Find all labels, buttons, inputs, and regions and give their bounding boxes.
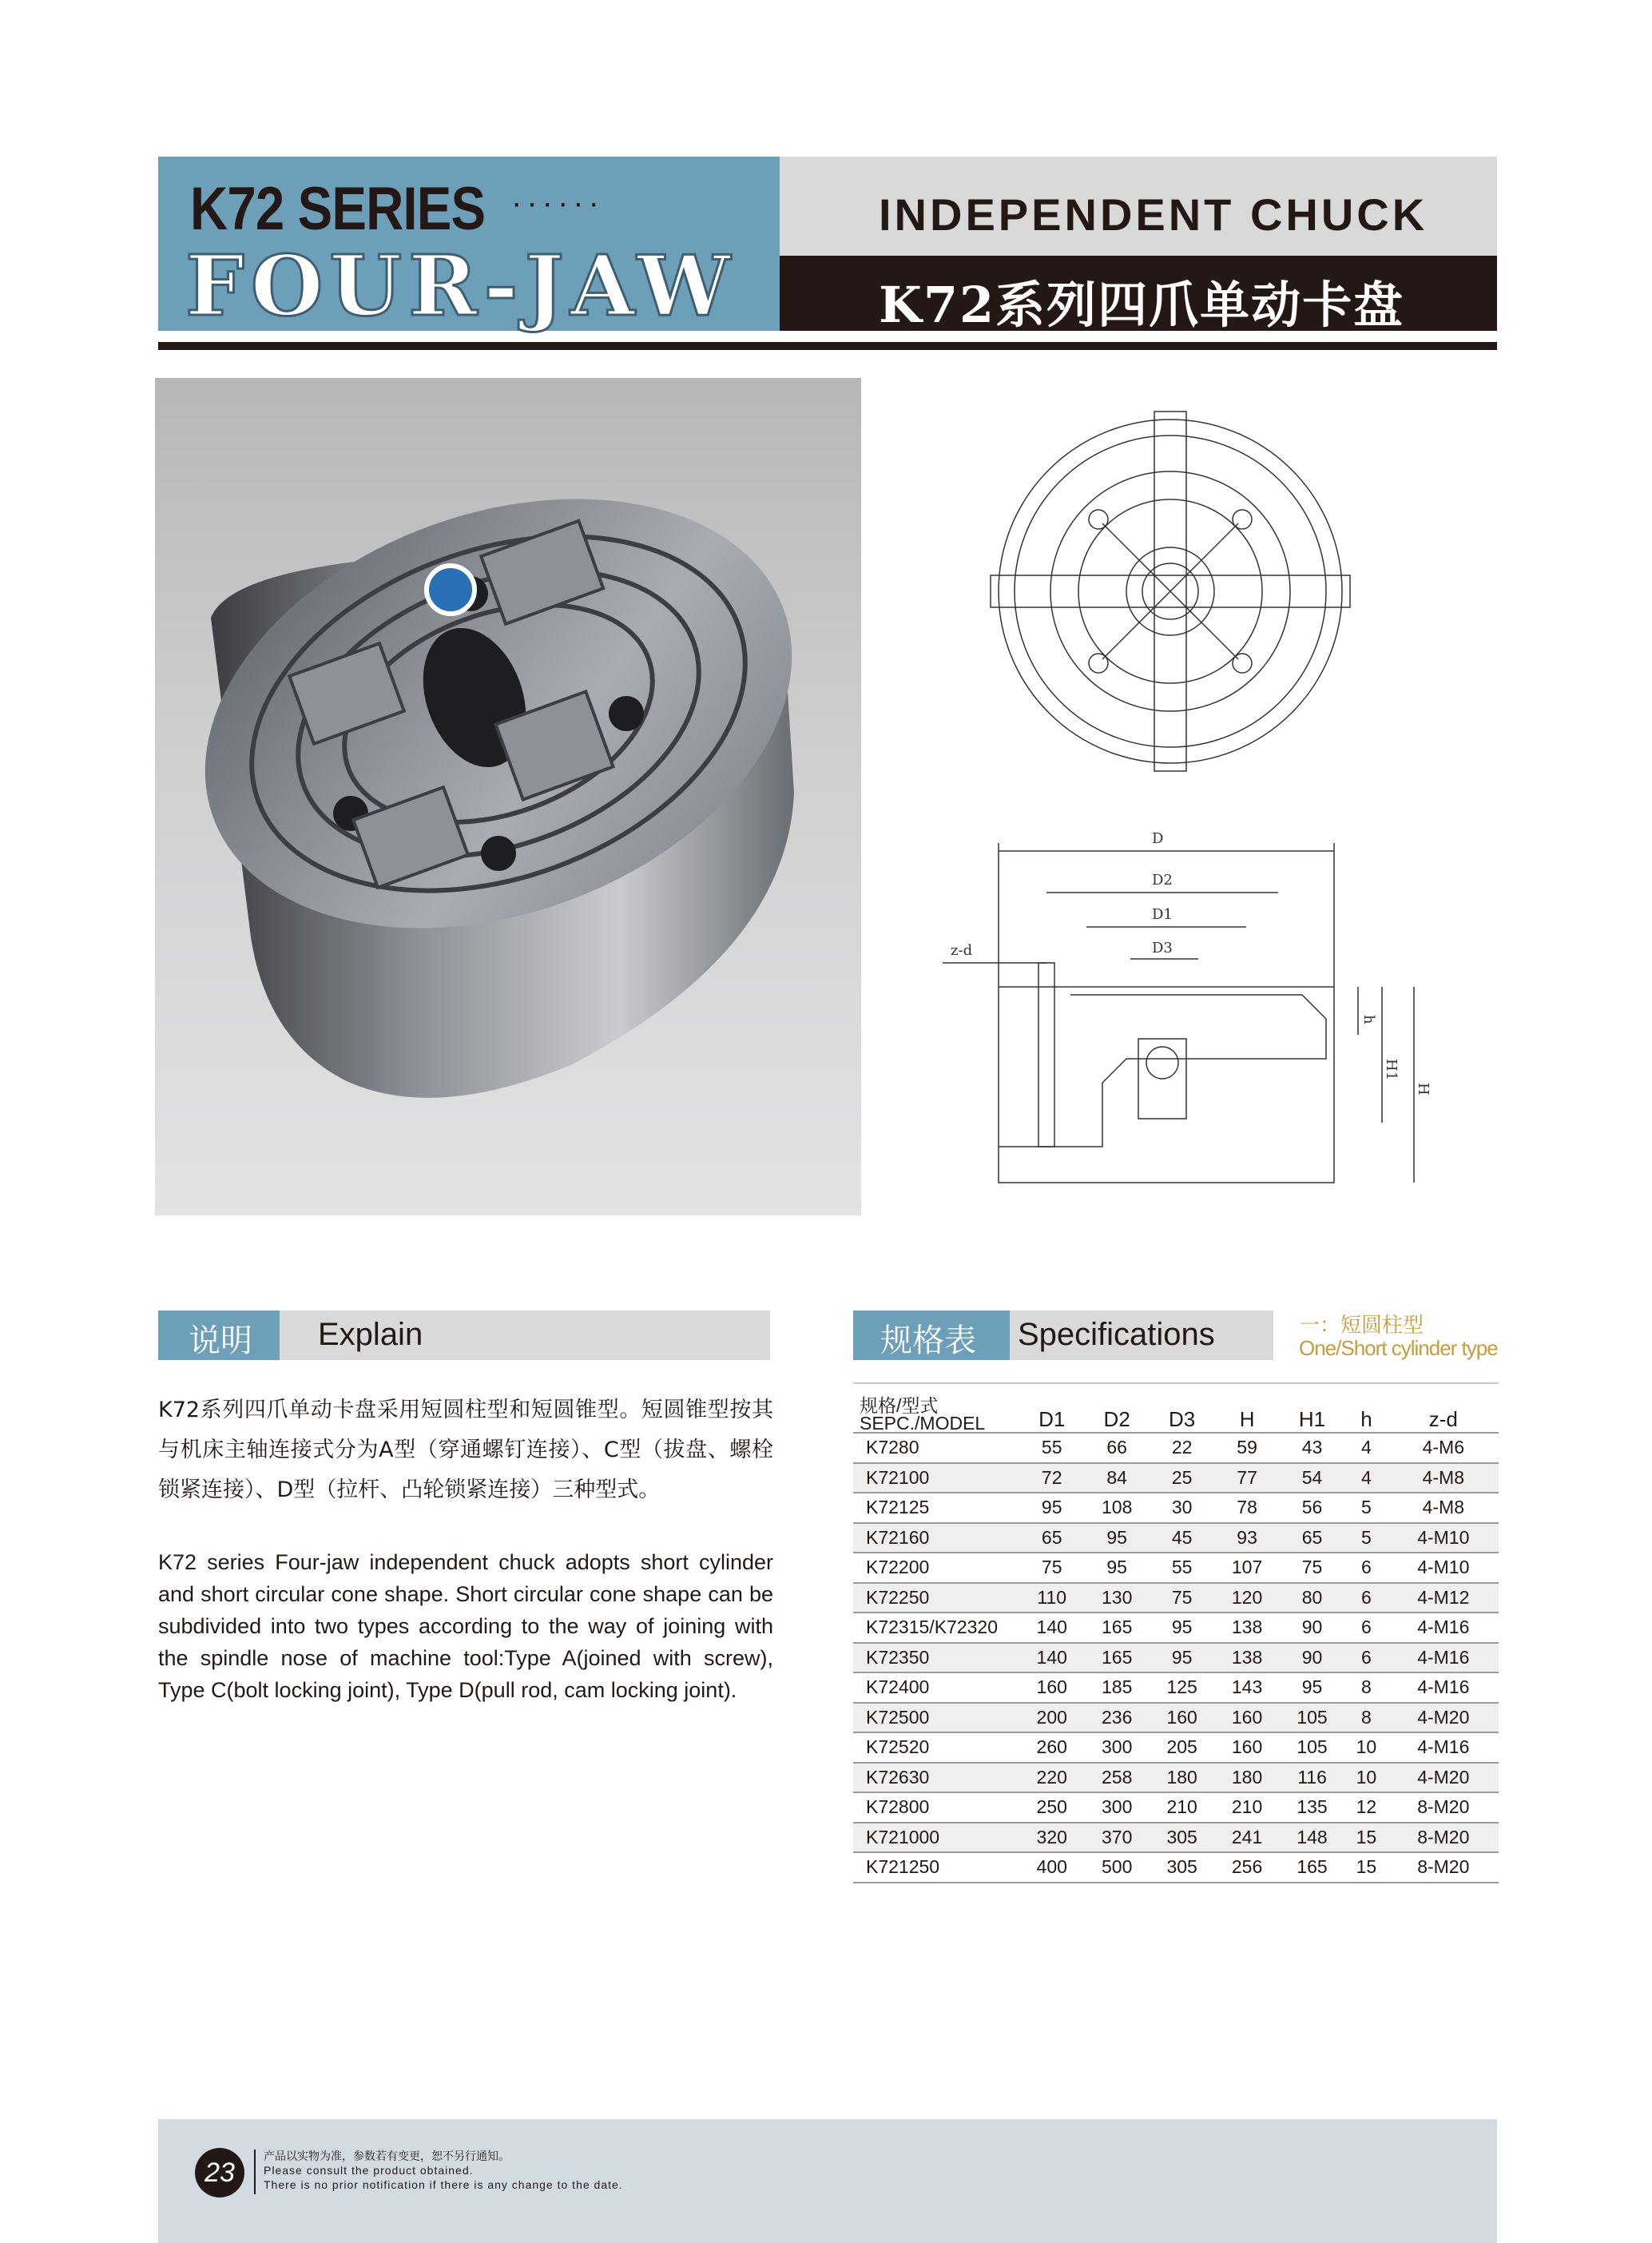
cell-d1: 160 (1019, 1672, 1084, 1703)
header-d3: D3 (1150, 1383, 1214, 1433)
cell-h: 138 (1214, 1643, 1279, 1673)
cell-d2: 500 (1084, 1852, 1149, 1883)
type-label-cn: 一：短圆柱型 (1299, 1314, 1424, 1338)
cell-zd: 4-M12 (1388, 1583, 1499, 1613)
cell-zd: 4-M8 (1388, 1463, 1499, 1493)
explain-paragraph-cn: K72系列四爪单动卡盘采用短圆柱型和短圆锥型。短圆锥型按其与机床主轴连接式分为A型（穿通螺钉连接）、C型（拔盘、螺栓锁紧连接）、D型（拉杆、凸轮锁紧连接）三种型式。 (158, 1398, 773, 1502)
cell-h: 59 (1214, 1433, 1279, 1463)
cell-h: 5 (1344, 1523, 1388, 1553)
chuck-illustration (155, 378, 861, 1215)
table-row (853, 1613, 1499, 1643)
table-row (853, 1433, 1499, 1463)
label-h1: H1 (1383, 1059, 1400, 1081)
header-model-cn: 规格/型式 (860, 1395, 939, 1416)
cell-d3: 25 (1150, 1463, 1214, 1493)
cell-h1: 75 (1280, 1553, 1344, 1583)
cell-d2: 258 (1084, 1763, 1149, 1793)
cell-d2: 165 (1084, 1613, 1149, 1643)
cell-d3: 305 (1150, 1852, 1214, 1883)
footer-note-en-2: There is no prior notification if there is any change to the date. (264, 2178, 623, 2191)
table-row (853, 1493, 1499, 1523)
cell-d1: 75 (1019, 1553, 1084, 1583)
cell-h: 10 (1344, 1763, 1388, 1793)
cell-model: K72160 (853, 1523, 1019, 1553)
cell-d1: 320 (1019, 1823, 1084, 1853)
cell-h1: 135 (1280, 1792, 1344, 1823)
cell-d3: 125 (1150, 1672, 1214, 1703)
cell-h: 210 (1214, 1792, 1279, 1823)
table-row (853, 1553, 1499, 1583)
cell-d2: 95 (1084, 1553, 1149, 1583)
cell-model: K72200 (853, 1553, 1019, 1583)
cell-zd: 4-M16 (1388, 1613, 1499, 1643)
cell-d3: 30 (1150, 1493, 1214, 1523)
cell-h1: 54 (1280, 1463, 1344, 1493)
cell-model: K7280 (853, 1433, 1019, 1463)
explain-title-cn: 说明 (189, 1322, 252, 1359)
header-d2: D2 (1084, 1383, 1149, 1433)
cell-h1: 80 (1280, 1583, 1344, 1613)
product-photo (155, 378, 861, 1215)
explain-paragraph-en: K72 series Four-jaw independent chuck adopts short cylinder and short circular cone shape. Short circular cone shape can be subdivided into two types according to the way of joining with the spindle nose of machine tool:Type A(joined with screw), Type C(bolt locking joint), Type D(pull rod, cam locking joint). (158, 1550, 773, 1702)
cell-d1: 95 (1019, 1493, 1084, 1523)
cell-zd: 8-M20 (1388, 1792, 1499, 1823)
cell-zd: 4-M20 (1388, 1763, 1499, 1793)
cell-d1: 250 (1019, 1792, 1084, 1823)
cell-h1: 148 (1280, 1823, 1344, 1853)
cell-d1: 140 (1019, 1613, 1084, 1643)
cell-d2: 130 (1084, 1583, 1149, 1613)
table-row (853, 1763, 1499, 1793)
cell-d2: 236 (1084, 1703, 1149, 1733)
cell-d2: 185 (1084, 1672, 1149, 1703)
cell-zd: 4-M8 (1388, 1493, 1499, 1523)
cell-d1: 400 (1019, 1852, 1084, 1883)
cell-d3: 45 (1150, 1523, 1214, 1553)
page-number: 23 (195, 2148, 244, 2197)
cell-model: K72520 (853, 1732, 1019, 1763)
cell-h1: 95 (1280, 1672, 1344, 1703)
cell-zd: 4-M16 (1388, 1672, 1499, 1703)
label-d1: D1 (1152, 906, 1173, 923)
header-d1: D1 (1019, 1383, 1084, 1433)
footer-separator (254, 2150, 256, 2194)
cell-zd: 4-M16 (1388, 1643, 1499, 1673)
cell-d1: 260 (1019, 1732, 1084, 1763)
cell-d3: 95 (1150, 1643, 1214, 1673)
cell-d1: 220 (1019, 1763, 1084, 1793)
header-h1: H1 (1280, 1383, 1344, 1433)
cell-h: 8 (1344, 1703, 1388, 1733)
cell-h1: 56 (1280, 1493, 1344, 1523)
type-label-en: One/Short cylinder type (1299, 1336, 1498, 1360)
product-title-en: INDEPENDENT CHUCK (879, 189, 1428, 240)
cell-h: 12 (1344, 1792, 1388, 1823)
cell-h: 138 (1214, 1613, 1279, 1643)
table-row (853, 1583, 1499, 1613)
cell-d1: 110 (1019, 1583, 1084, 1613)
cell-h1: 116 (1280, 1763, 1344, 1793)
cell-h: 160 (1214, 1703, 1279, 1733)
cell-h1: 165 (1280, 1852, 1344, 1883)
cell-d1: 72 (1019, 1463, 1084, 1493)
cell-h: 107 (1214, 1553, 1279, 1583)
cell-d2: 300 (1084, 1732, 1149, 1763)
table-row (853, 1792, 1499, 1823)
cell-h1: 90 (1280, 1613, 1344, 1643)
cell-h1: 65 (1280, 1523, 1344, 1553)
cell-h: 5 (1344, 1493, 1388, 1523)
cell-model: K72630 (853, 1763, 1019, 1793)
cell-h: 78 (1214, 1493, 1279, 1523)
cell-h1: 105 (1280, 1703, 1344, 1733)
footer-note-en-1: Please consult the product obtained. (264, 2164, 474, 2177)
front-view-drawing (975, 408, 1366, 791)
spec-title-cn: 规格表 (880, 1322, 976, 1359)
cell-model: K72100 (853, 1463, 1019, 1493)
cell-d2: 84 (1084, 1463, 1149, 1493)
spec-table-body (853, 1433, 1499, 1883)
label-zd: z-d (951, 942, 973, 959)
cell-h: 120 (1214, 1583, 1279, 1613)
cell-model: K72800 (853, 1792, 1019, 1823)
label-d3: D3 (1152, 940, 1173, 956)
cell-d3: 95 (1150, 1613, 1214, 1643)
cell-d2: 108 (1084, 1493, 1149, 1523)
cell-model: K72400 (853, 1672, 1019, 1703)
cell-d2: 370 (1084, 1823, 1149, 1853)
cell-zd: 4-M10 (1388, 1523, 1499, 1553)
cell-h1: 105 (1280, 1732, 1344, 1763)
cell-h: 143 (1214, 1672, 1279, 1703)
cell-d2: 165 (1084, 1643, 1149, 1673)
cell-d2: 300 (1084, 1792, 1149, 1823)
cell-h1: 43 (1280, 1433, 1344, 1463)
cell-h: 4 (1344, 1433, 1388, 1463)
header-h-small: h (1344, 1383, 1388, 1433)
product-title-cn: K72系列四爪单动卡盘 (879, 276, 1405, 334)
cell-h: 8 (1344, 1672, 1388, 1703)
cell-h: 15 (1344, 1823, 1388, 1853)
table-row (853, 1823, 1499, 1853)
cell-h: 180 (1214, 1763, 1279, 1793)
cell-d3: 22 (1150, 1433, 1214, 1463)
table-row (853, 1463, 1499, 1493)
cell-model: K721000 (853, 1823, 1019, 1853)
series-dots: ······ (511, 185, 604, 221)
cell-h: 10 (1344, 1732, 1388, 1763)
cell-zd: 4-M20 (1388, 1703, 1499, 1733)
header-model-en: SEPC./MODEL (860, 1413, 986, 1434)
cell-h1: 90 (1280, 1643, 1344, 1673)
header-h: H (1214, 1383, 1279, 1433)
table-row (853, 1852, 1499, 1883)
cell-d1: 65 (1019, 1523, 1084, 1553)
cell-h: 160 (1214, 1732, 1279, 1763)
cell-h: 256 (1214, 1852, 1279, 1883)
cell-h: 6 (1344, 1583, 1388, 1613)
cell-model: K72500 (853, 1703, 1019, 1733)
cell-model: K72250 (853, 1583, 1019, 1613)
cell-d1: 55 (1019, 1433, 1084, 1463)
header-model (853, 1383, 1019, 1433)
cell-model: K721250 (853, 1852, 1019, 1883)
label-h-total: H (1415, 1083, 1432, 1096)
label-h: h (1360, 1015, 1377, 1024)
cell-d1: 200 (1019, 1703, 1084, 1733)
cell-h: 241 (1214, 1823, 1279, 1853)
cell-h: 15 (1344, 1852, 1388, 1883)
table-row (853, 1732, 1499, 1763)
header-zd: z-d (1388, 1383, 1499, 1433)
cell-zd: 4-M16 (1388, 1732, 1499, 1763)
cell-d3: 160 (1150, 1703, 1214, 1733)
side-view-drawing (943, 827, 1438, 1195)
spec-table (853, 1382, 1499, 1883)
cell-model: K72350 (853, 1643, 1019, 1673)
table-row (853, 1672, 1499, 1703)
cell-h: 6 (1344, 1643, 1388, 1673)
cell-d3: 55 (1150, 1553, 1214, 1583)
cell-h: 93 (1214, 1523, 1279, 1553)
table-row (853, 1643, 1499, 1673)
cell-h: 6 (1344, 1553, 1388, 1583)
cell-d3: 305 (1150, 1823, 1214, 1853)
cell-h: 77 (1214, 1463, 1279, 1493)
cell-d1: 140 (1019, 1643, 1084, 1673)
label-d: D (1152, 830, 1164, 847)
cell-d3: 210 (1150, 1792, 1214, 1823)
cell-d2: 95 (1084, 1523, 1149, 1553)
explain-title-en: Explain (318, 1317, 423, 1352)
four-jaw-title: FOUR-JAW (185, 237, 737, 335)
spec-title-en: Specifications (1018, 1317, 1215, 1352)
table-header-row (853, 1383, 1499, 1433)
series-title: K72 SERIES (190, 175, 486, 243)
cell-d3: 75 (1150, 1583, 1214, 1613)
cell-zd: 8-M20 (1388, 1823, 1499, 1853)
cell-model: K72125 (853, 1493, 1019, 1523)
cell-zd: 4-M10 (1388, 1553, 1499, 1583)
cell-zd: 8-M20 (1388, 1852, 1499, 1883)
label-d2: D2 (1152, 872, 1173, 889)
cell-zd: 4-M6 (1388, 1433, 1499, 1463)
cell-h: 4 (1344, 1463, 1388, 1493)
footer-note-cn: 产品以实物为准，参数若有变更，恕不另行通知。 (264, 2150, 510, 2163)
cell-d3: 180 (1150, 1763, 1214, 1793)
cell-d3: 205 (1150, 1732, 1214, 1763)
cell-d2: 66 (1084, 1433, 1149, 1463)
cell-h: 6 (1344, 1613, 1388, 1643)
cell-model: K72315/K72320 (853, 1613, 1019, 1643)
header-divider (158, 342, 1497, 350)
table-row (853, 1523, 1499, 1553)
table-row (853, 1703, 1499, 1733)
